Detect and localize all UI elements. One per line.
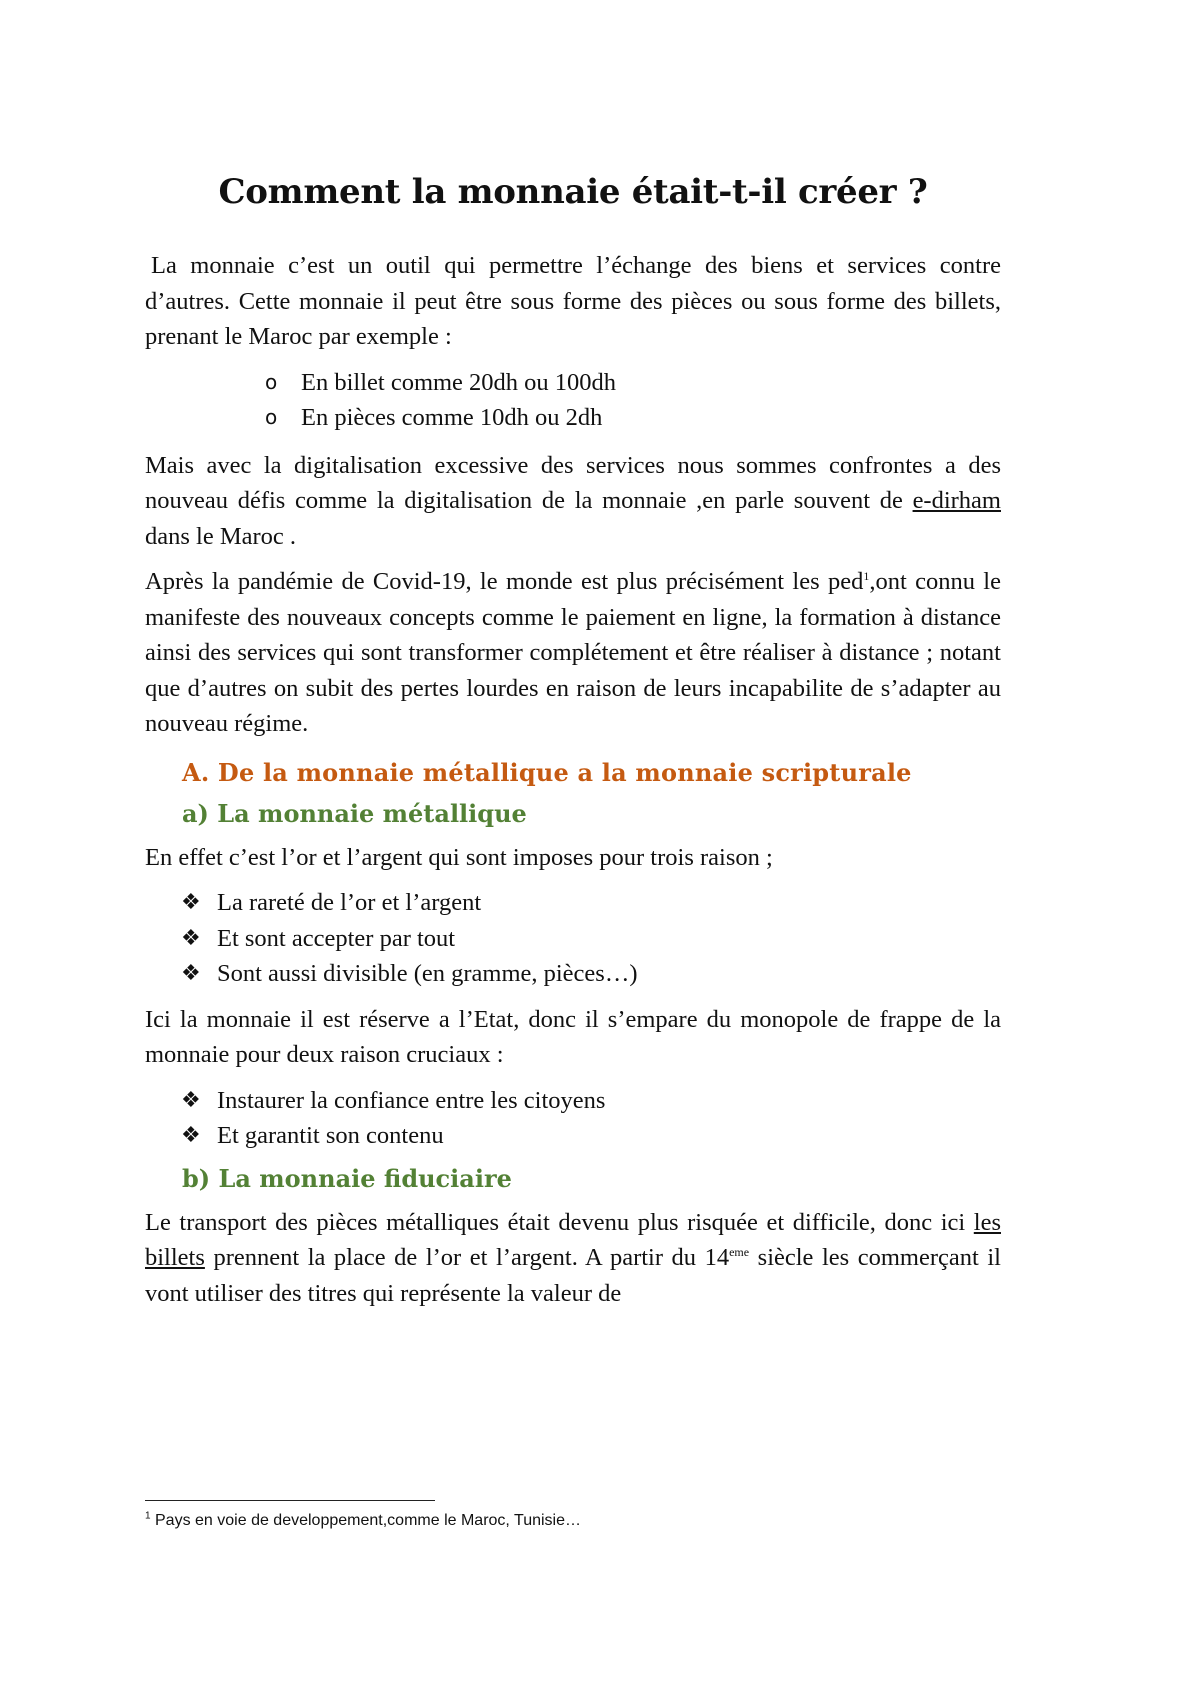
paragraph-text: siècle les commerçant il vont utiliser des titres qui représente la valeur de xyxy=(145,1244,1001,1307)
paragraph-text: dans le Maroc . xyxy=(145,522,297,550)
covid-paragraph xyxy=(145,564,1001,742)
metal-paragraph: En effet c’est l’or et l’argent qui sont imposes pour trois raison ; xyxy=(145,843,773,871)
diamond-bullet-icon: ❖ xyxy=(181,1123,201,1148)
diamond-bullet-icon: ❖ xyxy=(181,961,201,986)
list-item-text: En billet comme 20dh ou 100dh xyxy=(301,368,617,396)
footnote-number: 1 xyxy=(145,1510,151,1522)
etat-reasons-list xyxy=(145,1083,1001,1154)
digitalisation-paragraph xyxy=(145,448,1001,555)
underlined-term: e-dirham xyxy=(912,487,1001,514)
list-item xyxy=(145,365,1001,401)
list-item-text: Et sont accepter par tout xyxy=(217,924,456,952)
document-body xyxy=(145,172,1001,1321)
list-item xyxy=(145,400,1001,436)
superscript-ordinal: eme xyxy=(729,1244,750,1259)
list-item-text: Et garantit son contenu xyxy=(217,1122,444,1149)
list-item-text: La rareté de l’or et l’argent xyxy=(217,889,482,916)
footnote xyxy=(145,1512,581,1530)
paragraph-text: Après la pandémie de Covid-19, le monde est plus précisément les ped xyxy=(145,568,864,595)
etat-paragraph: Ici la monnaie il est réserve a l’Etat, donc il s’empare du monopole de frappe de la monnaie pour deux raison cruciaux : xyxy=(145,1005,1001,1068)
paragraph-text: Le transport des pièces métalliques était devenu plus risquée et difficile, donc ici xyxy=(145,1208,974,1236)
subsection-heading-metal: a) La monnaie métallique xyxy=(182,798,527,828)
currency-examples-list xyxy=(145,365,1001,436)
diamond-bullet-icon: ❖ xyxy=(181,890,201,915)
footnote-reference[interactable]: 1 xyxy=(863,568,870,583)
diamond-bullet-icon: ❖ xyxy=(181,1087,201,1113)
list-item-text: Sont aussi divisible (en gramme, pièces…) xyxy=(217,960,638,987)
diamond-bullet-icon: ❖ xyxy=(181,925,201,951)
list-item xyxy=(145,1083,1001,1119)
section-heading-a: A. De la monnaie métallique a la monnaie scripturale xyxy=(182,757,912,787)
intro-paragraph: La monnaie c’est un outil qui permettre l’échange des biens et services contre d’autres. Cette monnaie il peut être sous forme des pièces ou sous forme des billets, prenant le Maroc par exemple : xyxy=(145,252,1001,350)
page-title: Comment la monnaie était-t-il créer ? xyxy=(218,172,928,212)
subsection-heading-fiduciaire: b) La monnaie fiduciaire xyxy=(182,1163,512,1193)
underlined-term: les billets xyxy=(145,1208,1001,1271)
circle-bullet-icon: o xyxy=(265,405,278,429)
footnote-text: Pays en voie de developpement,comme le Maroc, Tunisie… xyxy=(150,1512,581,1529)
list-item-text: En pièces comme 10dh ou 2dh xyxy=(301,404,603,431)
paragraph-text: prennent la place de l’or et l’argent. A partir du 14 xyxy=(204,1244,730,1271)
paragraph-text: Mais avec la digitalisation excessive des services nous sommes confrontes a des nouveau défis comme la digitalisation de la monnaie ,en parle souvent de xyxy=(145,451,1001,514)
metal-reasons-list xyxy=(145,885,1001,992)
list-item-text: Instaurer la confiance entre les citoyens xyxy=(217,1086,606,1114)
list-item xyxy=(145,956,1001,992)
list-item xyxy=(145,1118,1001,1154)
footnote-separator xyxy=(145,1500,435,1501)
list-item xyxy=(145,921,1001,957)
list-item xyxy=(145,885,1001,921)
circle-bullet-icon: o xyxy=(265,369,278,394)
fiduciaire-paragraph xyxy=(145,1205,1001,1312)
paragraph-text: ,ont connu le manifeste des nouveaux concepts comme le paiement en ligne, la formation à distance ainsi des services qui sont transformer complétement et être réaliser à distance ; notant que d’autres on subit des pertes lourdes en raison de leurs incapabilite de s’adapter au nouveau régime. xyxy=(145,568,1001,737)
